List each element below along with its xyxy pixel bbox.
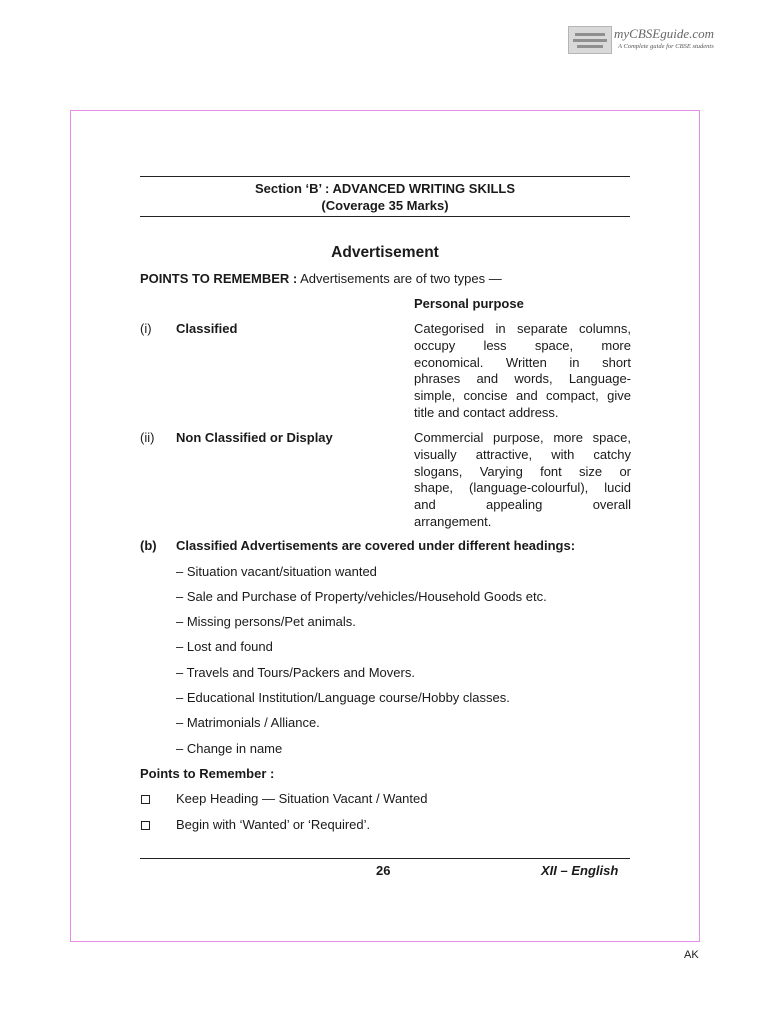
page-number: 26 (376, 863, 391, 878)
remember-item: Begin with ‘Wanted’ or ‘Required’. (176, 817, 371, 832)
desc-line: economical. Written in short (414, 354, 631, 370)
desc-line: simple, concise and compact, give (414, 388, 631, 404)
footer-subject: XII – English (541, 863, 619, 878)
type-description (414, 430, 631, 531)
list-item: – Travels and Tours/Packers and Movers. (176, 665, 415, 680)
list-item: – Change in name (176, 741, 283, 756)
logo-emblem-icon (568, 26, 612, 54)
intro-line (140, 271, 502, 286)
logo-tagline: A Complete guide for CBSE students (618, 43, 714, 50)
column-header: Personal purpose (414, 296, 524, 311)
footer-rule (140, 858, 630, 859)
intro-text: Advertisements are of two types — (300, 271, 502, 286)
desc-line: visually attractive, with catchy (414, 446, 631, 462)
type-description (414, 321, 631, 422)
logo-name: myCBSEguide.com (614, 26, 715, 41)
list-item: – Missing persons/Pet animals. (176, 614, 356, 629)
desc-line: shape, (language-colourful), lucid (414, 480, 631, 496)
section-coverage: (Coverage 35 Marks) (321, 198, 449, 213)
remember-item: Keep Heading — Situation Vacant / Wanted (176, 791, 428, 806)
classified-heading: Classified Advertisements are covered under different headings: (176, 538, 576, 553)
list-item: – Matrimonials / Alliance. (176, 715, 320, 730)
list-item: – Sale and Purchase of Property/vehicles/Household Goods etc. (176, 589, 547, 604)
desc-line: title and contact address. (414, 404, 559, 420)
section-bottom-rule (140, 216, 630, 217)
desc-line: arrangement. (414, 513, 492, 529)
classified-number: (b) (140, 538, 157, 553)
desc-line: occupy less space, more (414, 337, 631, 353)
list-item: – Situation vacant/situation wanted (176, 564, 377, 579)
desc-line: phrases and words, Language- (414, 371, 631, 387)
list-item: – Lost and found (176, 639, 273, 654)
checkbox-bullet-icon (141, 821, 150, 830)
checkbox-bullet-icon (141, 795, 150, 804)
desc-line: slogans, Varying font size or (414, 463, 631, 479)
section-title: Section ‘B’ : ADVANCED WRITING SKILLS (254, 181, 515, 196)
type-name: Classified (176, 321, 238, 336)
remember-heading: Points to Remember : (140, 766, 275, 781)
list-item: – Educational Institution/Language course/Hobby classes. (176, 690, 510, 705)
desc-line: Commercial purpose, more space, (414, 430, 631, 445)
page-heading: Advertisement (331, 244, 439, 261)
mycbseguide-logo (568, 26, 718, 56)
intro-label: POINTS TO REMEMBER : (140, 271, 298, 286)
desc-line: Categorised in separate columns, (414, 321, 631, 336)
section-top-rule (140, 176, 630, 177)
desc-line: and appealing overall (414, 497, 631, 513)
type-number: (ii) (140, 430, 155, 445)
type-number: (i) (140, 321, 152, 336)
corner-mark: AK (684, 949, 699, 961)
type-name: Non Classified or Display (176, 430, 333, 445)
